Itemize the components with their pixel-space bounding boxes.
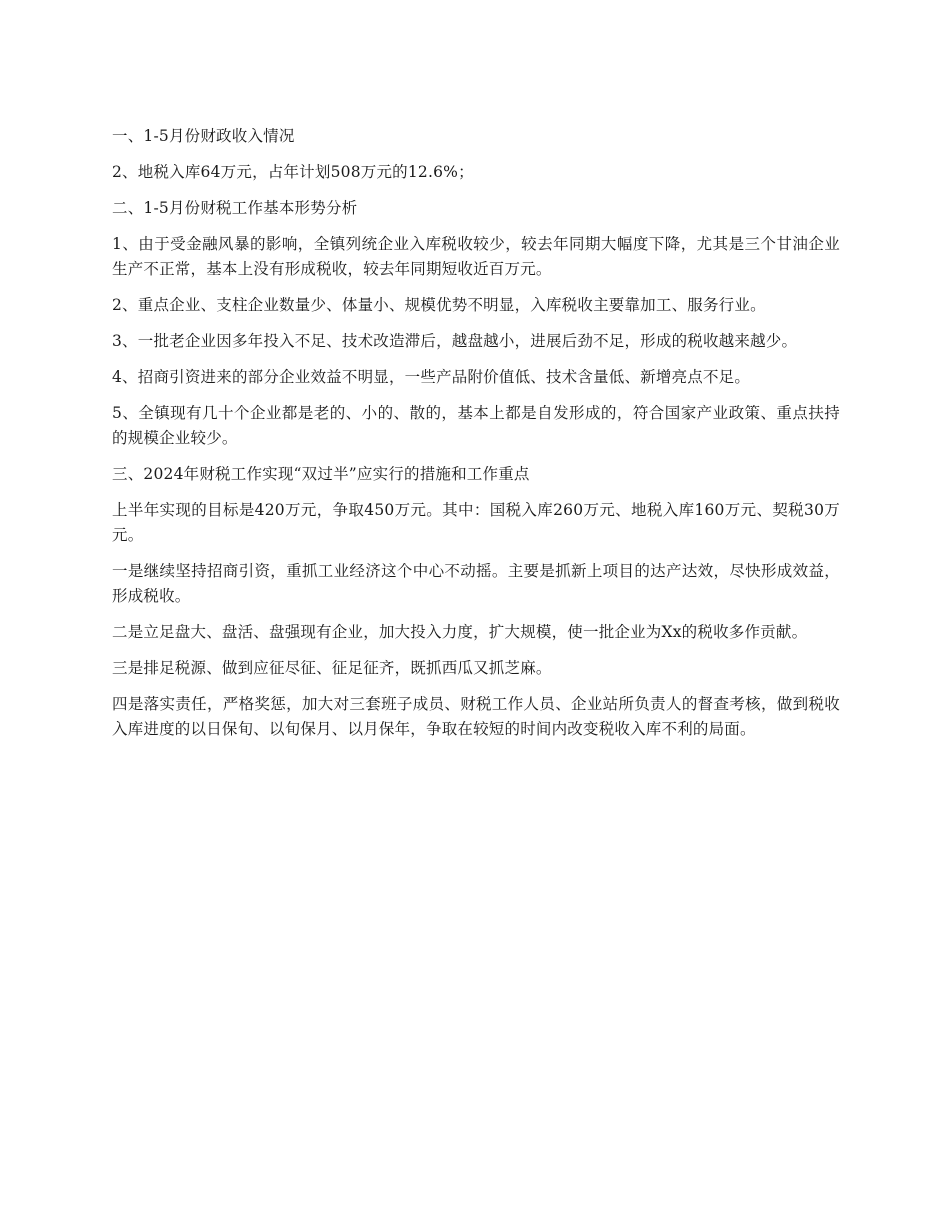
paragraph-measure-3: 三是排足税源、做到应征尽征、征足征齐，既抓西瓜又抓芝麻。 xyxy=(112,659,552,677)
section-heading-3: 三、2024年财税工作实现“双过半”应实行的措施和工作重点 xyxy=(112,465,530,483)
paragraph-measure-4: 四是落实责任，严格奖惩，加大对三套班子成员、财税工作人员、企业站所负责人的督查考核，做到税收入库进度的以日保旬、以旬保月、以月保年，争取在较短的时间内改变税收入库不利的局面。 xyxy=(112,695,840,738)
document-body xyxy=(112,124,840,753)
paragraph-measure-2: 二是立足盘大、盘活、盘强现有企业，加大投入力度，扩大规模，使一批企业为Xx的税收多作贡献。 xyxy=(112,623,808,641)
paragraph-target: 上半年实现的目标是420万元，争取450万元。其中：国税入库260万元、地税入库160万元、契税30万元。 xyxy=(112,501,840,544)
paragraph-measure-1: 一是继续坚持招商引资，重抓工业经济这个中心不动摇。主要是抓新上项目的达产达效，尽快形成效益，形成税收。 xyxy=(112,562,840,605)
paragraph-analysis-2: 2、重点企业、支柱企业数量少、体量小、规模优势不明显，入库税收主要靠加工、服务行业。 xyxy=(112,296,766,314)
paragraph-analysis-4: 4、招商引资进来的部分企业效益不明显，一些产品附价值低、技术含量低、新增亮点不足。 xyxy=(112,368,751,386)
paragraph-analysis-3: 3、一批老企业因多年投入不足、技术改造滞后，越盘越小，进展后劲不足，形成的税收越来越少。 xyxy=(112,332,798,350)
paragraph-analysis-1: 1、由于受金融风暴的影响，全镇列统企业入库税收较少，较去年同期大幅度下降，尤其是三个甘油企业生产不正常，基本上没有形成税收，较去年同期短收近百万元。 xyxy=(112,235,840,278)
paragraph-local-tax: 2、地税入库64万元，占年计划508万元的12.6%； xyxy=(112,163,474,181)
section-heading-2: 二、1-5月份财税工作基本形势分析 xyxy=(112,199,358,217)
paragraph-analysis-5: 5、全镇现有几十个企业都是老的、小的、散的，基本上都是自发形成的，符合国家产业政策、重点扶持的规模企业较少。 xyxy=(112,404,840,447)
section-heading-1: 一、1-5月份财政收入情况 xyxy=(112,127,295,145)
